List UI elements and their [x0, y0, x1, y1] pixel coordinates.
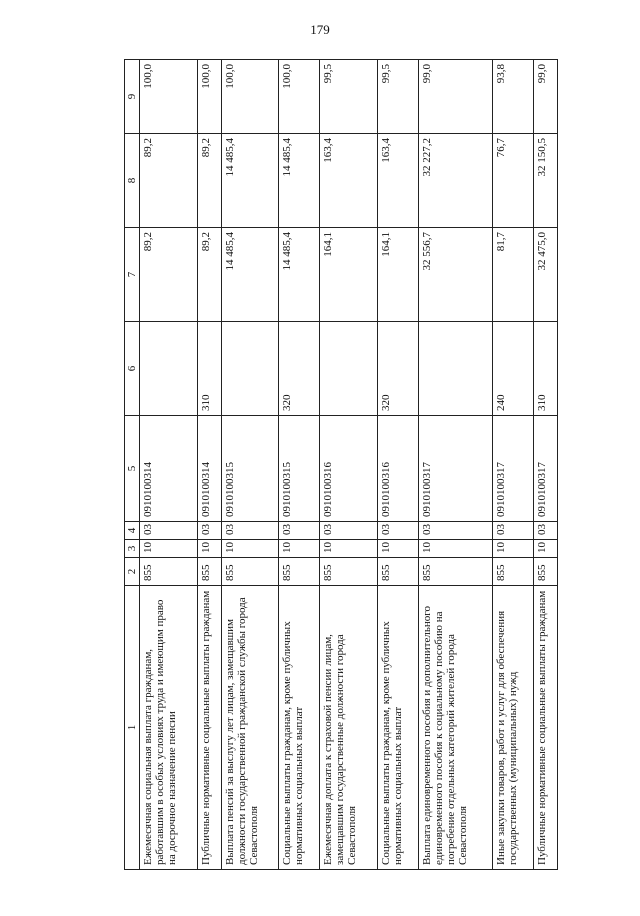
cell-subsection: 03: [279, 522, 320, 540]
cell-expense-type: 320: [377, 322, 418, 416]
cell-section: 10: [493, 540, 534, 558]
cell-expense-type: 310: [534, 322, 558, 416]
column-header: 9: [125, 60, 140, 134]
cell-planned: 89,2: [140, 228, 198, 322]
cell-subsection: 03: [140, 522, 198, 540]
cell-percent: 99,0: [534, 60, 558, 134]
cell-subsection: 03: [493, 522, 534, 540]
rotated-table-container: [124, 60, 558, 870]
cell-target-item: 0910100314: [140, 416, 198, 522]
cell-admin-code: 855: [418, 558, 493, 586]
row-name: Социальные выплаты гражданам, кроме публичных нормативных социальных выплат: [377, 586, 418, 870]
cell-executed: 89,2: [197, 134, 221, 228]
cell-section: 10: [418, 540, 493, 558]
cell-percent: 99,0: [418, 60, 493, 134]
cell-executed: 14 485,4: [279, 134, 320, 228]
cell-executed: 163,4: [377, 134, 418, 228]
cell-expense-type: [320, 322, 378, 416]
cell-admin-code: 855: [377, 558, 418, 586]
cell-executed: 76,7: [493, 134, 534, 228]
cell-planned: 14 485,4: [221, 228, 279, 322]
budget-table: [124, 59, 558, 870]
cell-target-item: 0910100316: [377, 416, 418, 522]
column-header: 6: [125, 322, 140, 416]
table-row: [493, 60, 534, 870]
cell-admin-code: 855: [197, 558, 221, 586]
column-header: 8: [125, 134, 140, 228]
cell-executed: 89,2: [140, 134, 198, 228]
cell-planned: 89,2: [197, 228, 221, 322]
table-row: [140, 60, 198, 870]
cell-section: 10: [197, 540, 221, 558]
cell-planned: 81,7: [493, 228, 534, 322]
row-name: Иные закупки товаров, работ и услуг для обеспечения государственных (муниципальных) нужд: [493, 586, 534, 870]
cell-expense-type: [221, 322, 279, 416]
cell-admin-code: 855: [534, 558, 558, 586]
cell-target-item: 0910100317: [418, 416, 493, 522]
cell-expense-type: 310: [197, 322, 221, 416]
cell-admin-code: 855: [320, 558, 378, 586]
row-name: Социальные выплаты гражданам, кроме публичных нормативных социальных выплат: [279, 586, 320, 870]
cell-target-item: 0910100315: [279, 416, 320, 522]
cell-expense-type: 240: [493, 322, 534, 416]
table-row: [197, 60, 221, 870]
row-name: Публичные нормативные социальные выплаты гражданам: [197, 586, 221, 870]
cell-planned: 164,1: [377, 228, 418, 322]
cell-subsection: 03: [377, 522, 418, 540]
page-number: 179: [310, 22, 330, 37]
cell-percent: 99,5: [320, 60, 378, 134]
cell-section: 10: [140, 540, 198, 558]
cell-executed: 32 150,5: [534, 134, 558, 228]
cell-percent: 99,5: [377, 60, 418, 134]
table-row: [377, 60, 418, 870]
cell-executed: 32 227,2: [418, 134, 493, 228]
cell-subsection: 03: [221, 522, 279, 540]
cell-percent: 100,0: [221, 60, 279, 134]
cell-percent: 100,0: [140, 60, 198, 134]
cell-section: 10: [279, 540, 320, 558]
cell-target-item: 0910100317: [534, 416, 558, 522]
cell-section: 10: [534, 540, 558, 558]
column-header: 2: [125, 558, 140, 586]
cell-expense-type: 320: [279, 322, 320, 416]
row-name: Выплата пенсий за выслугу лет лицам, замещавшим должности государственной гражданской службы города Севастополя: [221, 586, 279, 870]
cell-target-item: 0910100314: [197, 416, 221, 522]
row-name: Ежемесячная доплата к страховой пенсии лицам, замещавшим государственные должности города Севастополя: [320, 586, 378, 870]
cell-planned: 32 556,7: [418, 228, 493, 322]
cell-planned: 14 485,4: [279, 228, 320, 322]
row-name: Публичные нормативные социальные выплаты гражданам: [534, 586, 558, 870]
cell-section: 10: [377, 540, 418, 558]
cell-executed: 163,4: [320, 134, 378, 228]
cell-admin-code: 855: [221, 558, 279, 586]
cell-percent: 100,0: [279, 60, 320, 134]
column-header: 3: [125, 540, 140, 558]
cell-target-item: 0910100315: [221, 416, 279, 522]
cell-planned: 164,1: [320, 228, 378, 322]
cell-section: 10: [221, 540, 279, 558]
table-row: [320, 60, 378, 870]
row-name: Выплата единовременного пособия и дополнительного единовременного пособия к социальному пособию на погребение отдельных категорий жителей города Севастополя: [418, 586, 493, 870]
table-row: [534, 60, 558, 870]
cell-expense-type: [418, 322, 493, 416]
cell-subsection: 03: [418, 522, 493, 540]
table-row: [279, 60, 320, 870]
column-header: 5: [125, 416, 140, 522]
table-row: [221, 60, 279, 870]
cell-expense-type: [140, 322, 198, 416]
cell-executed: 14 485,4: [221, 134, 279, 228]
column-header: 4: [125, 522, 140, 540]
table-row: [418, 60, 493, 870]
cell-percent: 100,0: [197, 60, 221, 134]
cell-admin-code: 855: [279, 558, 320, 586]
cell-planned: 32 475,0: [534, 228, 558, 322]
cell-admin-code: 855: [493, 558, 534, 586]
cell-section: 10: [320, 540, 378, 558]
cell-admin-code: 855: [140, 558, 198, 586]
cell-subsection: 03: [534, 522, 558, 540]
cell-percent: 93,8: [493, 60, 534, 134]
row-name: Ежемесячная социальная выплата гражданам, работавшим в особых условиях труда и имеющим право на досрочное назначение пенсии: [140, 586, 198, 870]
cell-subsection: 03: [197, 522, 221, 540]
cell-target-item: 0910100316: [320, 416, 378, 522]
cell-target-item: 0910100317: [493, 416, 534, 522]
column-header: 7: [125, 228, 140, 322]
header-row: [125, 60, 140, 870]
cell-subsection: 03: [320, 522, 378, 540]
column-header: 1: [125, 586, 140, 870]
